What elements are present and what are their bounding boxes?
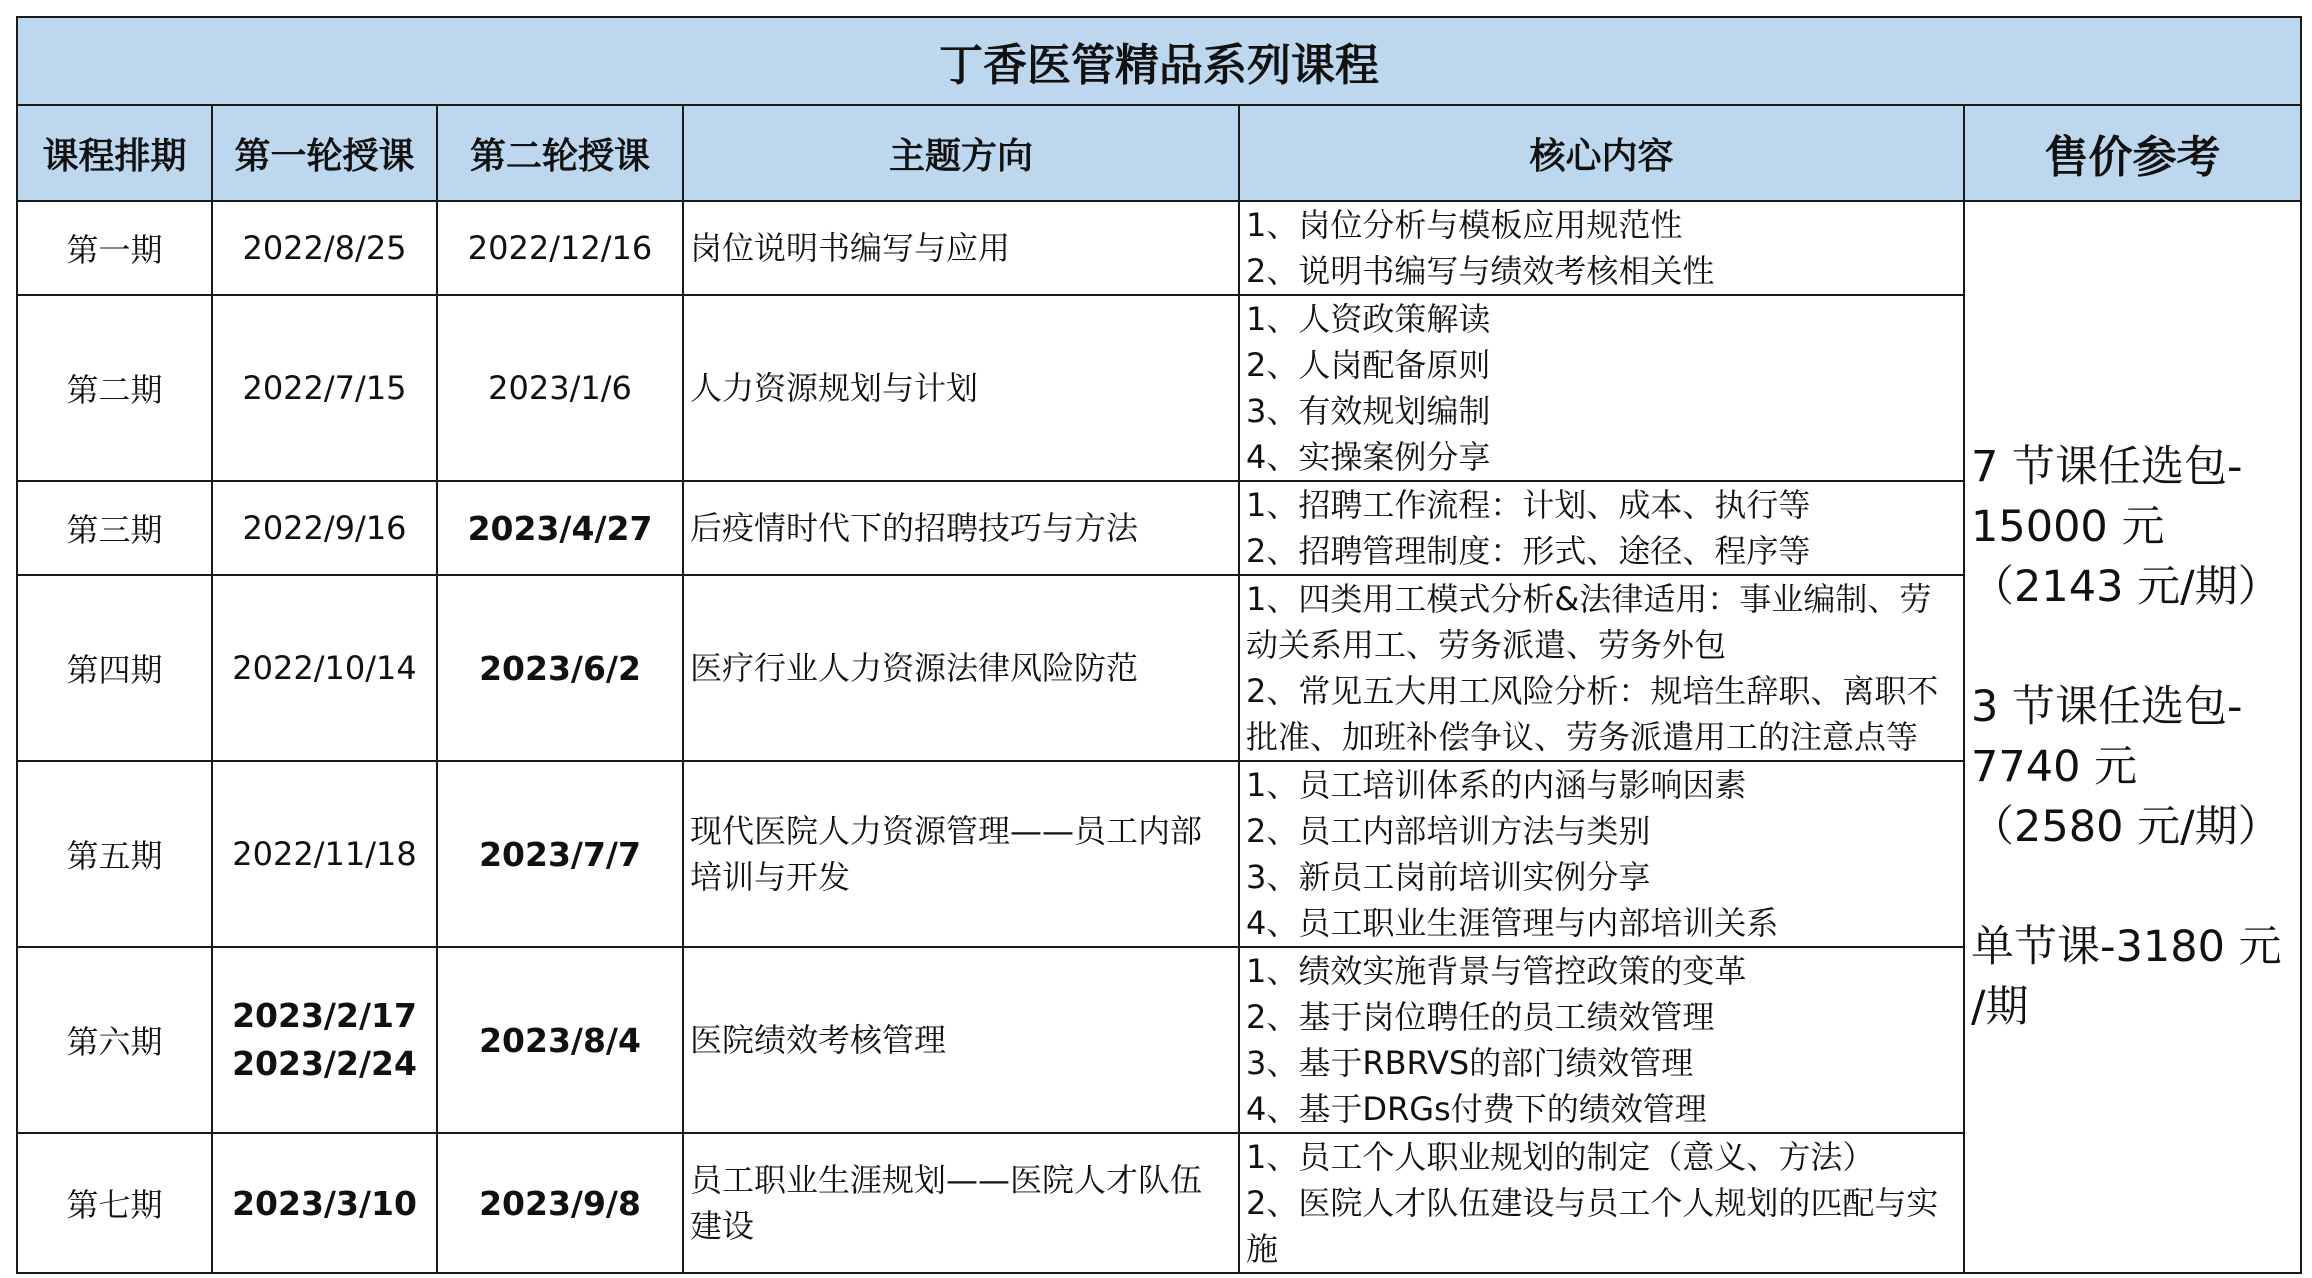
core-line: 2、基于岗位聘任的员工绩效管理 — [1246, 998, 1715, 1036]
price-pkg3-per: （2580 元/期） — [1971, 802, 2281, 852]
table-title: 丁香医管精品系列课程 — [17, 17, 2301, 105]
price-pkg7-amount: 15000 元 — [1971, 502, 2165, 552]
header-price: 售价参考 — [1964, 105, 2301, 201]
course-schedule-table — [16, 16, 2302, 1274]
core-line: 2、常见五大用工风险分析：规培生辞职、离职不批准、加班补偿争议、劳务派遣用工的注意点等 — [1246, 672, 1939, 756]
period-cell: 第一期 — [17, 201, 212, 295]
header-core: 核心内容 — [1239, 105, 1964, 201]
core-cell — [1239, 575, 1964, 761]
table-row — [17, 1133, 2301, 1273]
core-cell — [1239, 201, 1964, 295]
round1-date: 2022/9/16 — [242, 509, 407, 547]
core-cell — [1239, 761, 1964, 947]
core-line: 1、人资政策解读 — [1246, 300, 1491, 338]
core-line: 4、员工职业生涯管理与内部培训关系 — [1246, 904, 1779, 942]
round2-cell: 2023/9/8 — [437, 1133, 683, 1273]
round2-cell: 2023/1/6 — [437, 295, 683, 481]
core-cell — [1239, 947, 1964, 1133]
topic-cell: 岗位说明书编写与应用 — [683, 201, 1239, 295]
header-round2: 第二轮授课 — [437, 105, 683, 201]
round1-cell — [212, 201, 437, 295]
round2-cell: 2023/8/4 — [437, 947, 683, 1133]
table-row — [17, 761, 2301, 947]
period-cell: 第四期 — [17, 575, 212, 761]
price-single-unit: /期 — [1971, 982, 2029, 1032]
core-line: 2、招聘管理制度：形式、途径、程序等 — [1246, 532, 1811, 570]
round1-date: 2023/3/10 — [232, 1183, 417, 1223]
header-round1: 第一轮授课 — [212, 105, 437, 201]
price-pkg3-amount: 7740 元 — [1971, 742, 2138, 792]
round2-cell: 2023/7/7 — [437, 761, 683, 947]
round1-date: 2022/11/18 — [232, 835, 417, 873]
round2-cell: 2022/12/16 — [437, 201, 683, 295]
price-pkg3-label: 3 节课任选包- — [1971, 682, 2243, 732]
core-cell — [1239, 1133, 1964, 1273]
round1-cell — [212, 295, 437, 481]
core-line: 4、实操案例分享 — [1246, 438, 1491, 476]
title-row — [17, 17, 2301, 105]
round1-date: 2022/8/25 — [242, 229, 407, 267]
topic-cell: 医疗行业人力资源法律风险防范 — [683, 575, 1239, 761]
period-cell: 第六期 — [17, 947, 212, 1133]
round2-cell: 2023/4/27 — [437, 481, 683, 575]
price-pkg7-label: 7 节课任选包- — [1971, 442, 2243, 492]
topic-cell: 人力资源规划与计划 — [683, 295, 1239, 481]
table-row — [17, 295, 2301, 481]
header-period: 课程排期 — [17, 105, 212, 201]
period-cell: 第二期 — [17, 295, 212, 481]
topic-cell: 医院绩效考核管理 — [683, 947, 1239, 1133]
round1-date: 2022/10/14 — [232, 649, 417, 687]
price-pkg7-per: （2143 元/期） — [1971, 562, 2281, 612]
round1-cell — [212, 481, 437, 575]
round1-cell — [212, 1133, 437, 1273]
header-topic: 主题方向 — [683, 105, 1239, 201]
core-line: 4、基于DRGs付费下的绩效管理 — [1246, 1090, 1707, 1128]
topic-cell: 现代医院人力资源管理——员工内部培训与开发 — [683, 761, 1239, 947]
core-line: 1、员工培训体系的内涵与影响因素 — [1246, 766, 1747, 804]
period-cell: 第五期 — [17, 761, 212, 947]
round2-cell: 2023/6/2 — [437, 575, 683, 761]
core-line: 2、医院人才队伍建设与员工个人规划的匹配与实施 — [1246, 1184, 1939, 1268]
core-line: 2、人岗配备原则 — [1246, 346, 1491, 384]
core-cell — [1239, 481, 1964, 575]
round1-cell — [212, 761, 437, 947]
core-cell — [1239, 295, 1964, 481]
round1-date: 2023/2/24 — [232, 1044, 417, 1083]
core-line: 3、新员工岗前培训实例分享 — [1246, 858, 1651, 896]
round1-date: 2022/7/15 — [242, 369, 407, 407]
topic-cell: 后疫情时代下的招聘技巧与方法 — [683, 481, 1239, 575]
table-row — [17, 947, 2301, 1133]
core-line: 1、绩效实施背景与管控政策的变革 — [1246, 952, 1747, 990]
table-row — [17, 201, 2301, 295]
core-line: 1、岗位分析与模板应用规范性 — [1246, 206, 1683, 244]
topic-cell: 员工职业生涯规划——医院人才队伍建设 — [683, 1133, 1239, 1273]
header-row — [17, 105, 2301, 201]
core-line: 3、有效规划编制 — [1246, 392, 1491, 430]
round1-date: 2023/2/17 — [232, 996, 417, 1035]
core-line: 2、员工内部培训方法与类别 — [1246, 812, 1651, 850]
core-line: 1、招聘工作流程：计划、成本、执行等 — [1246, 486, 1811, 524]
round1-cell — [212, 575, 437, 761]
core-line: 1、四类用工模式分析&法律适用：事业编制、劳动关系用工、劳务派遣、劳务外包 — [1246, 580, 1932, 664]
table-row — [17, 575, 2301, 761]
core-line: 3、基于RBRVS的部门绩效管理 — [1246, 1044, 1694, 1082]
table-row — [17, 481, 2301, 575]
price-cell — [1964, 201, 2301, 1273]
round1-cell — [212, 947, 437, 1133]
period-cell: 第三期 — [17, 481, 212, 575]
price-single-label: 单节课-3180 元 — [1971, 922, 2282, 972]
period-cell: 第七期 — [17, 1133, 212, 1273]
core-line: 2、说明书编写与绩效考核相关性 — [1246, 252, 1715, 290]
core-line: 1、员工个人职业规划的制定（意义、方法） — [1246, 1138, 1875, 1176]
